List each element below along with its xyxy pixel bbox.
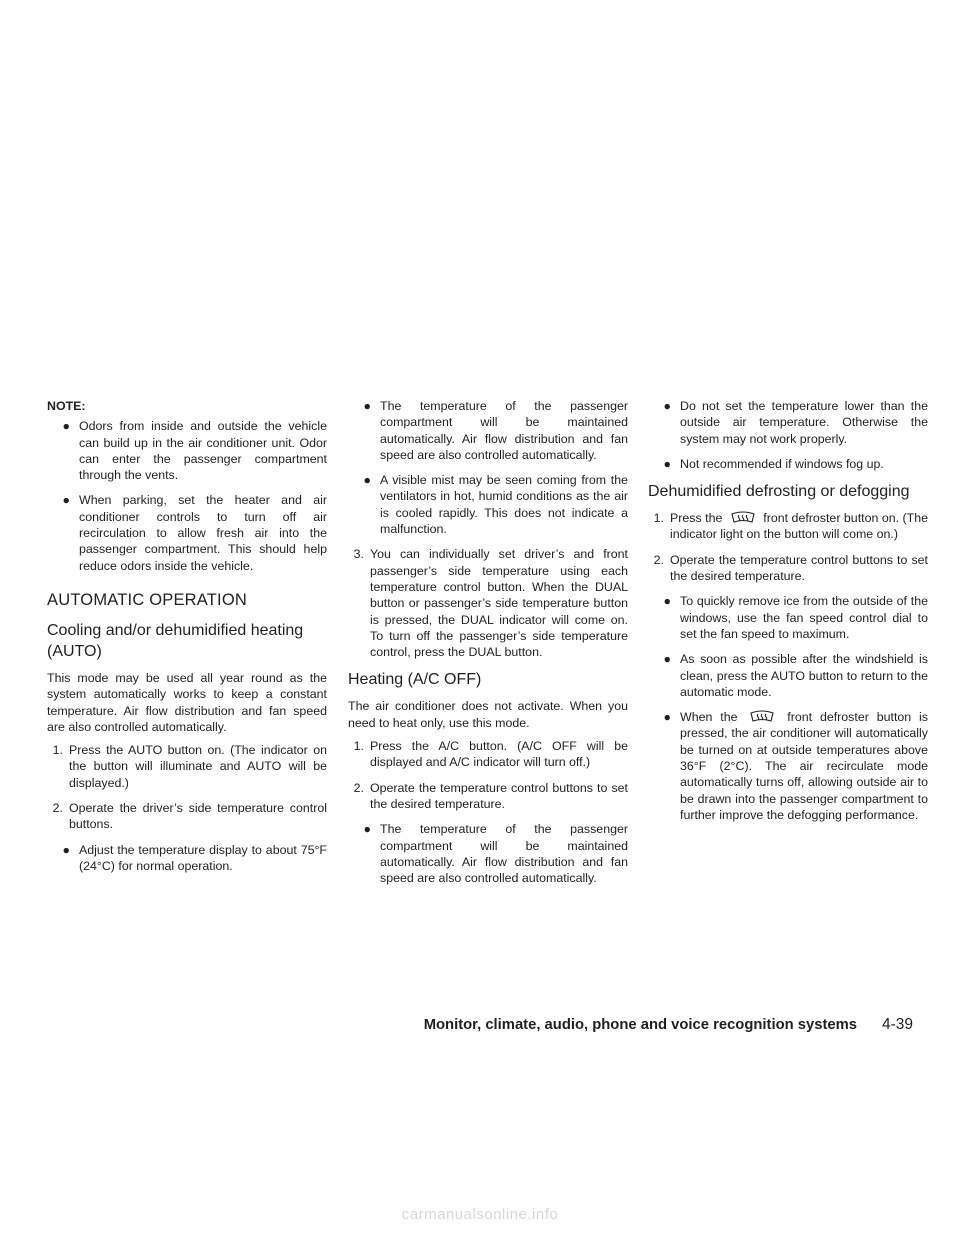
step-number: 2. xyxy=(52,801,63,816)
bullet-text: Do not set the temperature lower than the outside air temperature. Otherwise the system may not work properly. xyxy=(680,399,928,446)
step-text xyxy=(670,510,928,543)
windshield-clean-bullet xyxy=(648,651,928,700)
page-number: 4-39 xyxy=(881,1016,913,1033)
bullet-marker: ● xyxy=(663,710,671,725)
remove-ice-bullet xyxy=(648,593,928,642)
adjust-temperature-bullet xyxy=(47,842,327,875)
note-bullet-odors xyxy=(47,418,327,483)
note-bullet-text: When parking, set the heater and air conditioner controls to turn off air recirculation to allow fresh air into the passenger compartment. This should help reduce odors inside the vehicle. xyxy=(79,493,327,573)
bullet-text-post: front defroster button is pressed, the air conditioner will automatically be turned on at outside temperatures above 36°F (2°C). The air recirculate mode automatically turns off, allowing outside air to be drawn into the passenger compartment to further improve the defogging performance. xyxy=(680,710,928,822)
lower-temperature-bullet xyxy=(648,398,928,447)
heating-step-1 xyxy=(348,738,628,771)
heading-cooling: Cooling and/or dehumidified heating (AUTO) xyxy=(47,621,304,660)
fog-bullet xyxy=(648,456,928,472)
note-title: NOTE: xyxy=(47,399,86,413)
bullet-text: Not recommended if windows fog up. xyxy=(680,456,884,471)
auto-step-3 xyxy=(348,546,628,660)
heating-paragraph: The air conditioner does not activate. When you need to heat only, use this mode. xyxy=(348,699,628,730)
passenger-compartment-bullet xyxy=(348,398,628,463)
column-1 xyxy=(47,398,327,883)
heading-automatic-operation: AUTOMATIC OPERATION xyxy=(47,590,247,609)
auto-step-2 xyxy=(47,800,327,833)
step-text: Operate the driver’s side temperature control buttons. xyxy=(69,801,327,832)
bullet-marker: ● xyxy=(663,652,671,667)
step-text: You can individually set driver’s and front passenger’s side temperature using each temperature control button. When the DUAL button or passenger’s side temperature button is pressed, the DUAL indicator will come on. To turn off the passenger’s side temperature control, press the DUAL button. xyxy=(370,547,628,660)
heating-step-2 xyxy=(348,780,628,813)
column-3 xyxy=(648,398,928,832)
bullet-marker: ● xyxy=(363,473,371,488)
step-text: Operate the temperature control buttons to set the desired temperature. xyxy=(670,552,928,584)
step-number: 3. xyxy=(353,547,364,562)
step-text: Press the AUTO button on. (The indicator on the button will illuminate and AUTO will be displayed.) xyxy=(69,743,327,790)
bullet-text-pre: When the xyxy=(680,710,738,725)
step-text: Operate the temperature control buttons to set the desired temperature. xyxy=(370,780,628,811)
bullet-marker: ● xyxy=(363,399,371,413)
step-text: Press the A/C button. (A/C OFF will be displayed and A/C indicator will turn off.) xyxy=(370,739,628,770)
bullet-text: The temperature of the passenger compartment will be maintained automatically. Air flow distribution and fan speed are also controlled automatically. xyxy=(380,399,628,462)
bullet-text: To quickly remove ice from the outside of the windows, use the fan speed control dial to set the fan speed to maximum. xyxy=(680,594,928,641)
bullet-marker: ● xyxy=(663,594,671,609)
front-defroster-icon xyxy=(729,511,757,523)
step-number: 1. xyxy=(52,743,63,758)
footer-section-title: Monitor, climate, audio, phone and voice recognition systems xyxy=(423,1017,857,1033)
cooling-paragraph: This mode may be used all year round as the system automatically works to keep a constant temperature. Air flow distribution and fan speed are also controlled automatically. xyxy=(47,670,327,734)
note-bullet-parking xyxy=(47,492,327,573)
front-defroster-icon xyxy=(748,710,776,722)
heading-defrosting: Dehumidified defrosting or defogging xyxy=(648,483,910,501)
step-number: 1. xyxy=(353,739,364,754)
auto-step-1 xyxy=(47,742,327,791)
bullet-marker: ● xyxy=(363,822,371,837)
heading-heating: Heating (A/C OFF) xyxy=(348,671,482,689)
step-number: 1. xyxy=(653,511,664,526)
column-2 xyxy=(348,398,628,895)
step-text-pre: Press the xyxy=(670,511,723,526)
defroster-pressed-bullet xyxy=(648,709,928,823)
watermark-text: carmanualsonline.info xyxy=(401,1206,559,1223)
bullet-text: A visible mist may be seen coming from the ventilators in hot, humid conditions as the air is cooled rapidly. This does not indicate a malfunction. xyxy=(380,473,628,537)
bullet-text: The temperature of the passenger compartment will be maintained automatically. Air flow distribution and fan speed are also controlled automatically. xyxy=(380,822,628,886)
step-number: 2. xyxy=(353,780,364,795)
page-footer xyxy=(0,1017,960,1037)
defrost-step-2 xyxy=(648,552,928,585)
defrost-step-1 xyxy=(648,510,928,543)
bullet-text: Adjust the temperature display to about 75°F (24°C) for normal operation. xyxy=(79,842,327,873)
visible-mist-bullet xyxy=(348,472,628,537)
bullet-marker: ● xyxy=(62,842,70,857)
note-bullet-text: Odors from inside and outside the vehicle can build up in the air conditioner unit. Odor can enter the passenger compartment through the vents. xyxy=(79,419,327,483)
step-number: 2. xyxy=(653,552,664,567)
bullet-text: As soon as possible after the windshield is clean, press the AUTO button to return to the automatic mode. xyxy=(680,652,928,699)
bullet-text xyxy=(680,709,928,823)
bullet-marker: ● xyxy=(663,456,671,471)
step-text-post: front defroster button on. (The indicator light on the button will come on.) xyxy=(670,511,928,542)
bullet-marker: ● xyxy=(62,493,70,508)
bullet-marker: ● xyxy=(62,419,70,434)
bullet-marker: ● xyxy=(663,399,671,413)
heating-passenger-bullet xyxy=(348,821,628,886)
